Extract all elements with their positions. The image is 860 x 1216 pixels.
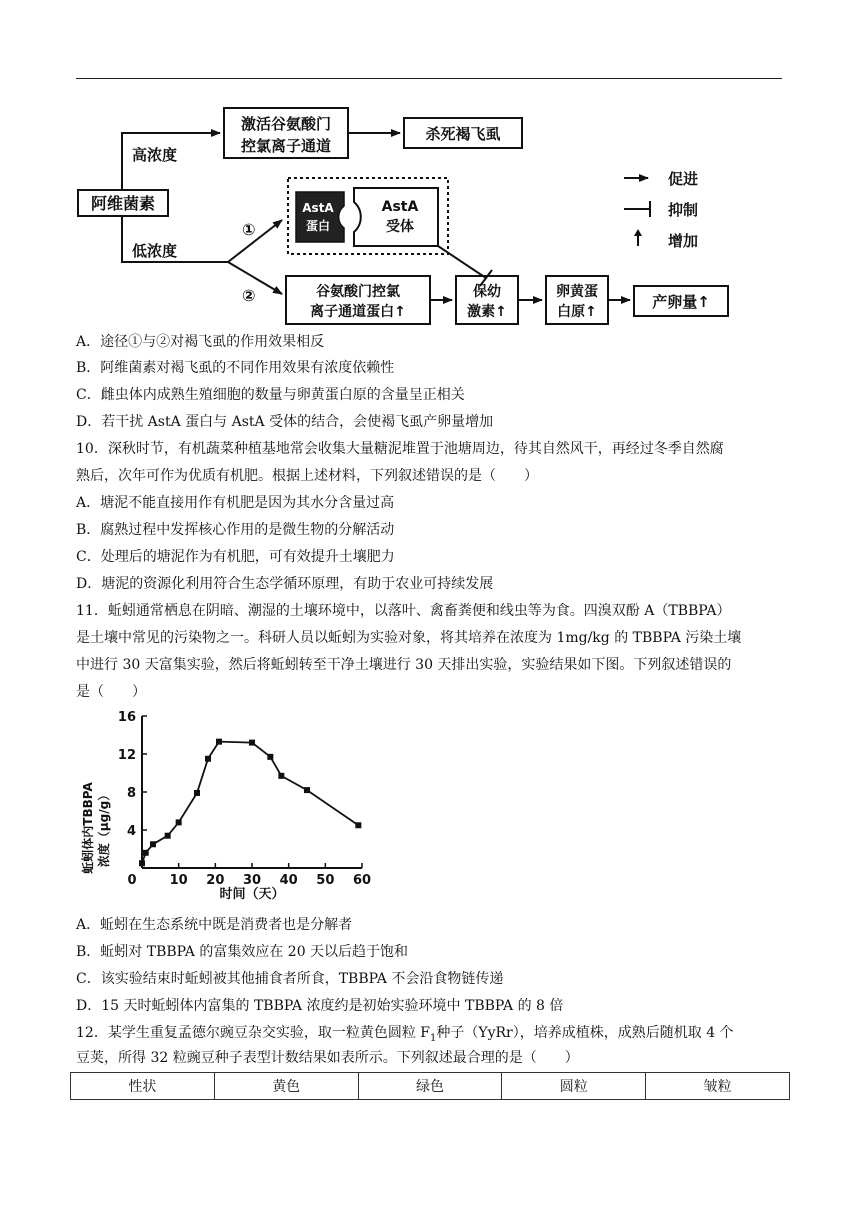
q9-option-a: A．途径①与②对褐飞虱的作用效果相反 <box>76 334 325 350</box>
q10-option-d: D．塘泥的资源化利用符合生态学循环原理，有助于农业可持续发展 <box>76 576 494 592</box>
channel-line1: 谷氨酸门控氯 <box>316 284 400 300</box>
high-conc-label: 高浓度 <box>132 146 178 164</box>
table-header-trait: 性状 <box>71 1073 215 1100</box>
asta-receptor-line2: 受体 <box>386 219 414 235</box>
x-axis-label: 时间（天） <box>219 887 285 902</box>
y-tick-label: 12 <box>117 748 136 763</box>
y-tick-label: 8 <box>126 786 136 801</box>
table-header-wrinkled: 皱粒 <box>646 1073 790 1100</box>
q9-option-d: D．若干扰 AstA 蛋白与 AstA 受体的结合，会使褐飞虱产卵量增加 <box>76 414 494 430</box>
q11-stem-line1: 11．蚯蚓通常栖息在阴暗、潮湿的土壤环境中，以落叶、禽畜粪便和线虫等为食。四溴双酚 A（TBBPA） <box>76 603 731 619</box>
avermectin-mechanism-diagram <box>72 96 762 328</box>
tbbpa-concentration-chart <box>80 704 380 904</box>
phenotype-table <box>70 1072 790 1100</box>
x-tick-label: 0 <box>127 873 137 888</box>
jh-line1: 保幼 <box>473 284 501 300</box>
table-header-round: 圆粒 <box>502 1073 646 1100</box>
q11-stem-line3: 中进行 30 天富集实验，然后将蚯蚓转至干净土壤进行 30 天排出实验，实验结果如下图。下列叙述错误的 <box>76 657 732 673</box>
data-point <box>150 841 156 847</box>
data-point <box>278 773 284 779</box>
y-axis-label-line2: 浓度（μg/g） <box>97 788 111 868</box>
q12-stem-part2: 种子（YyRr），培养成植株，成熟后随机取 4 个 <box>436 1025 734 1041</box>
path2-label: ② <box>242 286 256 305</box>
data-point <box>165 833 171 839</box>
data-point <box>139 860 145 866</box>
q10-option-c: C．处理后的塘泥作为有机肥，可有效提升土壤肥力 <box>76 549 395 565</box>
asta-receptor-line1: AstA <box>381 199 419 215</box>
table-header-yellow: 黄色 <box>214 1073 358 1100</box>
data-point <box>304 787 310 793</box>
q11-option-a: A．蚯蚓在生态系统中既是消费者也是分解者 <box>76 917 353 933</box>
q10-stem-line1: 10．深秋时节，有机蔬菜种植基地常会收集大量糖泥堆置于池塘周边，待其自然风干，再经过冬季自然腐 <box>76 441 724 457</box>
y-tick-label: 16 <box>117 710 136 725</box>
legend-inhibit-label: 抑制 <box>668 201 699 219</box>
legend-increase-label: 增加 <box>668 232 699 250</box>
vg-line2: 白原↑ <box>557 304 597 320</box>
table-row <box>71 1073 790 1100</box>
high-effect-line2: 控氯离子通道 <box>240 137 332 155</box>
vg-line1: 卵黄蛋 <box>556 284 598 300</box>
data-point <box>176 819 182 825</box>
q10-option-b: B．腐熟过程中发挥核心作用的是微生物的分解活动 <box>76 522 395 538</box>
high-effect-line1: 激活谷氨酸门 <box>240 115 332 133</box>
data-point <box>249 740 255 746</box>
x-tick-label: 20 <box>206 873 225 888</box>
q11-option-c: C．该实验结束时蚯蚓被其他捕食者所食，TBBPA 不会沿食物链传递 <box>76 971 504 987</box>
q9-option-c: C．雌虫体内成熟生殖细胞的数量与卵黄蛋白原的含量呈正相关 <box>76 387 465 403</box>
table-header-green: 绿色 <box>358 1073 502 1100</box>
q11-stem-line2: 是土壤中常见的污染物之一。科研人员以蚯蚓为实验对象，将其培养在浓度为 1mg/kg 的 TBBPA 污染土壤 <box>76 630 742 646</box>
path1-label: ① <box>242 220 256 239</box>
data-point <box>143 850 149 856</box>
data-point <box>194 790 200 796</box>
x-tick-label: 30 <box>242 873 262 888</box>
data-point <box>355 822 361 828</box>
egg-label: 产卵量↑ <box>652 293 710 311</box>
data-point <box>267 754 273 760</box>
data-point <box>216 739 222 745</box>
asta-protein-line1: AstA <box>302 201 334 215</box>
asta-protein-shape <box>296 192 344 242</box>
q9-option-b: B．阿维菌素对褐飞虱的不同作用效果有浓度依赖性 <box>76 360 395 376</box>
x-tick-label: 10 <box>169 873 188 888</box>
q11-option-d: D．15 天时蚯蚓体内富集的 TBBPA 浓度约是初始实验环境中 TBBPA 的 8 倍 <box>76 998 564 1014</box>
kill-label: 杀死褐飞虱 <box>425 125 501 143</box>
y-axis-label-line1: 蚯蚓体内TBBPA <box>81 782 95 874</box>
q10-stem-line2: 熟后，次年可作为优质有机肥。根据上述材料，下列叙述错误的是（ ） <box>76 468 538 484</box>
data-point <box>205 756 211 762</box>
q11-stem-line4: 是（ ） <box>76 684 146 700</box>
q12-stem-part1: 12．某学生重复孟德尔豌豆杂交实验，取一粒黄色圆粒 F <box>76 1025 430 1041</box>
x-tick-label: 60 <box>352 873 372 888</box>
q10-option-a: A．塘泥不能直接用作有机肥是因为其水分含量过高 <box>76 495 395 511</box>
asta-protein-line2: 蛋白 <box>305 219 331 233</box>
legend-promote-label: 促进 <box>668 170 699 188</box>
channel-line2: 离子通道蛋白↑ <box>310 304 406 320</box>
q11-option-b: B．蚯蚓对 TBBPA 的富集效应在 20 天以后趋于饱和 <box>76 944 409 960</box>
q12-stem-line2: 豆荚，所得 32 粒豌豆种子表型计数结果如表所示。下列叙述最合理的是（ ） <box>76 1050 579 1066</box>
q12-stem-subscript: 1 <box>429 1032 437 1044</box>
header-rule <box>76 78 782 79</box>
jh-line2: 激素↑ <box>467 304 507 320</box>
x-tick-label: 50 <box>316 873 335 888</box>
series-line <box>142 742 358 864</box>
x-tick-label: 40 <box>279 873 298 888</box>
low-conc-label: 低浓度 <box>132 242 178 260</box>
drug-label: 阿维菌素 <box>90 194 156 213</box>
y-tick-label: 4 <box>126 824 136 839</box>
